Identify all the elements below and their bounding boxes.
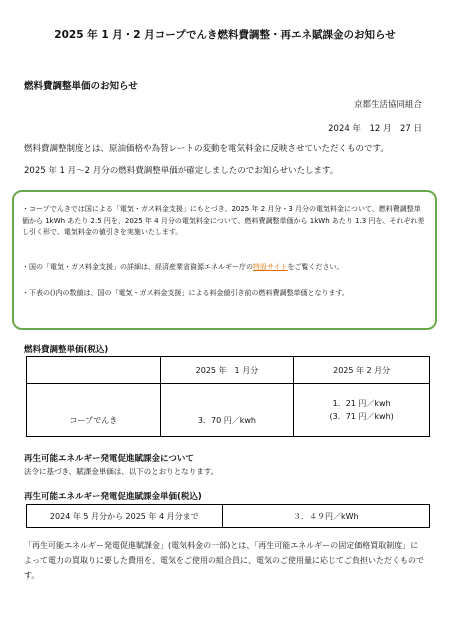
organization-name: 京都生活協同組合 bbox=[353, 100, 422, 110]
table-header-january: 2025 年 1 月分 bbox=[160, 357, 294, 384]
levy-unit-price: ３．４９円／kWh bbox=[222, 505, 429, 528]
table-row bbox=[27, 384, 430, 437]
renewable-levy-subtext: 法令に基づき、賦課金単価は、以下のとおりとなります。 bbox=[24, 467, 219, 476]
renewable-levy-table bbox=[26, 504, 430, 528]
table-row-label: コープでんき bbox=[27, 384, 161, 437]
document-date: 2024 年 12 月 27 日 bbox=[328, 124, 422, 134]
fuel-adjustment-description: 燃料費調整制度とは、原油価格や為替レートの変動を電気料金に反映させていただくものです。 bbox=[24, 144, 389, 154]
fuel-adjustment-announcement: 2025 年 1 月～2 月分の燃料費調整単価が確定しましたのでお知らせいたします。 bbox=[24, 166, 339, 176]
page-title: 2025 年 1 月・2 月コープでんき燃料費調整・再エネ賦課金のお知らせ bbox=[54, 29, 396, 41]
fuel-adjustment-heading: 燃料費調整単価のお知らせ bbox=[24, 81, 138, 92]
february-unit-price-before-discount: (3．71 円／kwh) bbox=[329, 412, 394, 421]
table-header-empty bbox=[27, 357, 161, 384]
notice-item-table-note: ・下表の()内の数値は、国の「電気・ガス料金支援」による料金値引き前の燃料費調整単価となります。 bbox=[22, 289, 349, 297]
notice-item-discount: ・コープでんきでは国による「電気・ガス料金支援」にもとづき、2025 年 2 月分・3 月分の電気料金について、燃料費調整単価から 1kWh あたり 2.5 円を、2025 年 4 月分の電気料金について、燃料費調整単価から 1kWh あたり 1.3 円を、それぞれ差し引く形で、電気料金の値引きを実施いたします。 bbox=[22, 205, 425, 236]
renewable-levy-table-heading: 再生可能エネルギー発電促進賦課金単価(税込) bbox=[24, 492, 202, 502]
february-unit-price: 1．21 円／kwh bbox=[332, 399, 391, 408]
notice-item-details-suffix: をご覧ください。 bbox=[287, 263, 344, 271]
notice-item-details-prefix: ・国の「電気・ガス料金支援」の詳細は、経済産業省資源エネルギー庁の bbox=[22, 263, 253, 271]
table-row bbox=[27, 505, 430, 528]
special-site-link[interactable]: 特設サイト bbox=[253, 263, 288, 271]
notice-item-details bbox=[22, 262, 427, 274]
levy-period: 2024 年 5 月分から 2025 年 4 月分まで bbox=[27, 505, 223, 528]
table-header-row bbox=[27, 357, 430, 384]
fuel-adjustment-table bbox=[26, 356, 430, 437]
february-unit-price-cell bbox=[294, 384, 430, 437]
notice-box bbox=[12, 190, 437, 330]
renewable-levy-description: 「再生可能エネルギー発電促進賦課金」(電気料金の一部)とは、「再生可能エネルギーの固定価格買取制度」によって電力の買取りに要した費用を、電気をご使用の組合員に、電気のご使用量に応じてご負担いただくものです。 bbox=[24, 541, 424, 580]
fuel-adjustment-table-heading: 燃料費調整単価(税込) bbox=[24, 345, 109, 355]
january-unit-price: 3．70 円／kwh bbox=[160, 384, 294, 437]
renewable-levy-heading: 再生可能エネルギー発電促進賦課金について bbox=[24, 454, 194, 464]
table-header-february: 2025 年 2 月分 bbox=[294, 357, 430, 384]
